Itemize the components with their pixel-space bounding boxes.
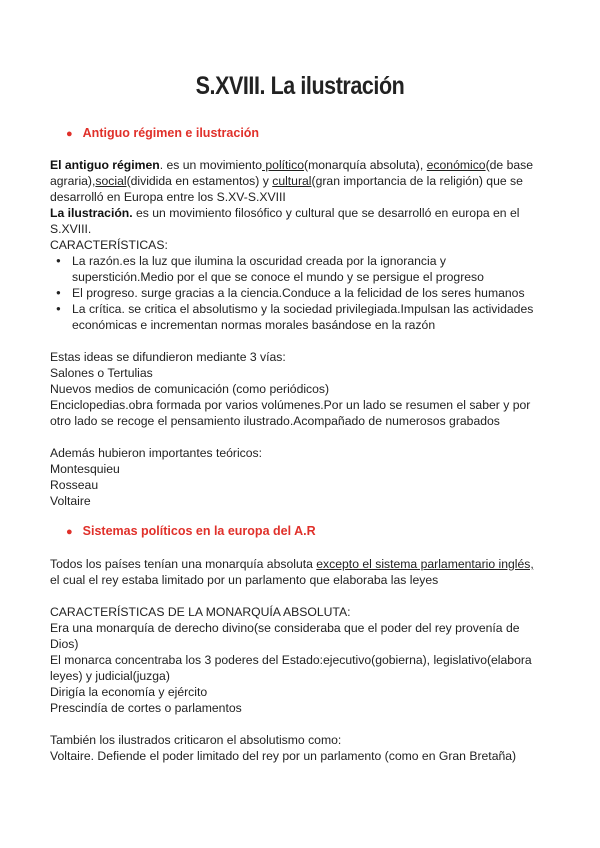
list-item: El monarca concentraba los 3 poderes del Estado:ejecutivo(gobierna), legislativo(elabora leyes) y judicial(juzga) bbox=[50, 653, 532, 683]
underlined-parlamentario: excepto el sistema parlamentario inglés, bbox=[316, 557, 534, 571]
bullet-icon: ● bbox=[66, 128, 73, 140]
paragraph-paises bbox=[50, 556, 540, 588]
underlined-cultural: cultural bbox=[272, 174, 312, 188]
list-item: Rosseau bbox=[50, 478, 99, 492]
list-item: Voltaire bbox=[50, 494, 91, 508]
underlined-social: social bbox=[95, 174, 127, 188]
list-item: ● El progreso. surge gracias a la ciencia.Conduce a la felicidad de los seres humanos bbox=[50, 285, 540, 301]
list-item: Era una monarquía de derecho divino(se consideraba que el poder del rey provenía de Dios) bbox=[50, 621, 520, 651]
vias-intro: Estas ideas se difundieron mediante 3 vías: bbox=[50, 350, 286, 364]
list-item: Nuevos medios de comunicación (como periódicos) bbox=[50, 382, 330, 396]
critica-intro: También los ilustrados criticaron el absolutismo como: bbox=[50, 733, 342, 747]
section-heading-antiguo-regimen bbox=[66, 126, 259, 140]
term-ilustracion: La ilustración. bbox=[50, 206, 133, 220]
page-title: S.XVIII. La ilustración bbox=[195, 72, 405, 100]
text: el cual el rey estaba limitado por un parlamento que elaboraba las leyes bbox=[50, 573, 439, 587]
caracteristicas-label: CARACTERÍSTICAS: bbox=[50, 238, 168, 252]
list-item: ● La crítica. se critica el absolutismo y la sociedad privilegiada.Impulsan las actividades económicas e incrementan normas morales basándose en la razón bbox=[50, 301, 540, 333]
list-item: Montesquieu bbox=[50, 462, 120, 476]
paragraph-ilustracion bbox=[50, 205, 540, 237]
caracteristicas-monarquia-label: CARACTERÍSTICAS DE LA MONARQUÍA ABSOLUTA: bbox=[50, 605, 351, 619]
critica-text: Voltaire. Defiende el poder limitado del rey por un parlamento (como en Gran Bretaña) bbox=[50, 749, 517, 763]
list-item: Salones o Tertulias bbox=[50, 366, 153, 380]
text: (monarquía absoluta), bbox=[304, 158, 427, 172]
list-item: Dirigía la economía y ejército bbox=[50, 685, 208, 699]
paragraph-antiguo-regimen bbox=[50, 157, 540, 205]
underlined-politico: político bbox=[262, 158, 305, 172]
text: (gran importancia de la religión) que se desarrolló en Europa entre los S.XV-S.XVIII bbox=[50, 174, 523, 204]
section-heading-sistemas-politicos bbox=[66, 524, 316, 538]
underlined-economico: económico bbox=[426, 158, 486, 172]
term-antiguo-regimen: El antiguo régimen bbox=[50, 158, 160, 172]
section-heading-text: Antiguo régimen e ilustración bbox=[82, 126, 260, 140]
caracteristicas-list bbox=[50, 253, 540, 333]
list-item: Enciclopedias.obra formada por varios volúmenes.Por un lado se resumen el saber y por otro lado se recoge el pensamiento ilustrado.Acompañado de numerosos grabados bbox=[50, 398, 531, 428]
section-heading-text: Sistemas políticos en la europa del A.R bbox=[82, 524, 316, 538]
text: . es un movimiento bbox=[159, 158, 262, 172]
text: (de base agraria), bbox=[50, 158, 534, 188]
list-item: ● La razón.es la luz que ilumina la oscuridad creada por la ignorancia y superstición.Medio por el que se conoce el mundo y se persigue el progreso bbox=[50, 253, 540, 285]
text: es un movimiento filosófico y cultural que se desarrolló en europa en el S.XVIII. bbox=[50, 206, 520, 236]
text: (dividida en estamentos) y bbox=[126, 174, 273, 188]
text: Todos los países tenían una monarquía absoluta bbox=[50, 557, 317, 571]
section1-body bbox=[50, 157, 540, 509]
teoricos-intro: Además hubieron importantes teóricos: bbox=[50, 446, 263, 460]
section2-body bbox=[50, 556, 540, 764]
list-item: Prescindía de cortes o parlamentos bbox=[50, 701, 242, 715]
bullet-icon: ● bbox=[66, 526, 73, 538]
